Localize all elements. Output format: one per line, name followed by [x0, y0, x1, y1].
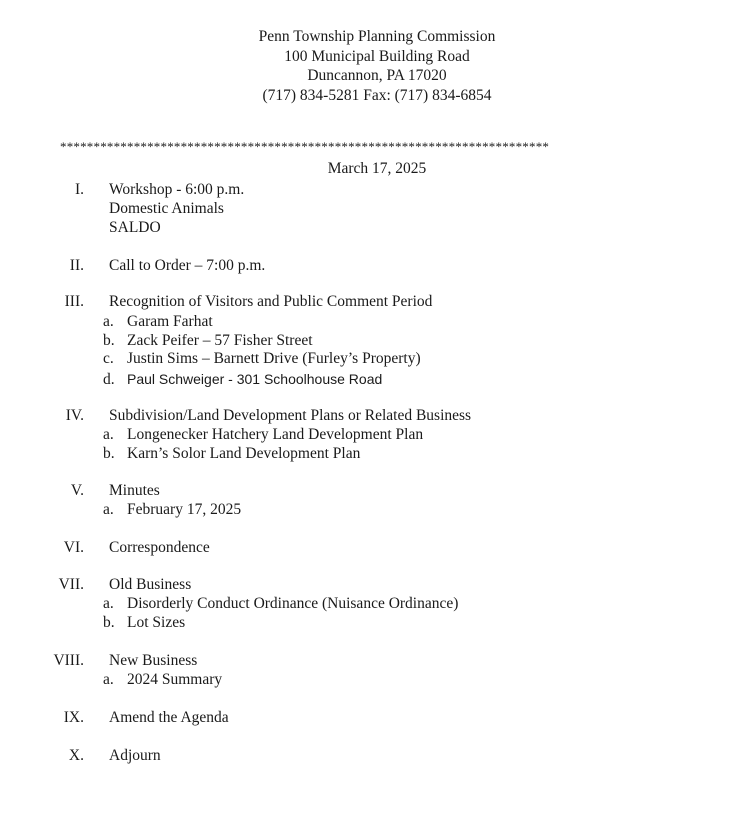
item-number: X.	[68, 747, 84, 764]
address-line: 100 Municipal Building Road	[284, 47, 470, 65]
item-title: Recognition of Visitors and Public Comment Period	[109, 293, 433, 310]
item-title: Adjourn	[109, 747, 161, 764]
item-number: IX.	[63, 709, 84, 726]
item-number: VI.	[63, 539, 84, 556]
org-name: Penn Township Planning Commission	[258, 28, 496, 45]
letterhead	[0, 27, 754, 105]
item-number: II.	[69, 257, 84, 274]
item-number: VII.	[58, 576, 84, 593]
item-number: IV.	[65, 407, 84, 424]
asterisk-divider: *************************************************************************	[60, 139, 550, 154]
item-title: Minutes	[109, 482, 160, 499]
city-state-zip: Duncannon, PA 17020	[307, 67, 447, 84]
phone-fax: (717) 834-5281 Fax: (717) 834-6854	[262, 86, 492, 104]
item-title: Workshop - 6:00 p.m.	[109, 181, 245, 198]
item-title: Call to Order – 7:00 p.m.	[109, 257, 266, 274]
item-title: Correspondence	[109, 539, 210, 556]
meeting-date: March 17, 2025	[327, 160, 427, 177]
item-title: Amend the Agenda	[109, 709, 229, 726]
item-number: V.	[70, 482, 84, 499]
item-title: Subdivision/Land Development Plans or Related Business	[109, 407, 472, 424]
item-title: New Business	[109, 652, 198, 669]
item-title: Old Business	[109, 576, 192, 593]
item-number: III.	[64, 293, 84, 310]
item-number: I.	[74, 181, 84, 198]
item-number: VIII.	[53, 652, 84, 669]
